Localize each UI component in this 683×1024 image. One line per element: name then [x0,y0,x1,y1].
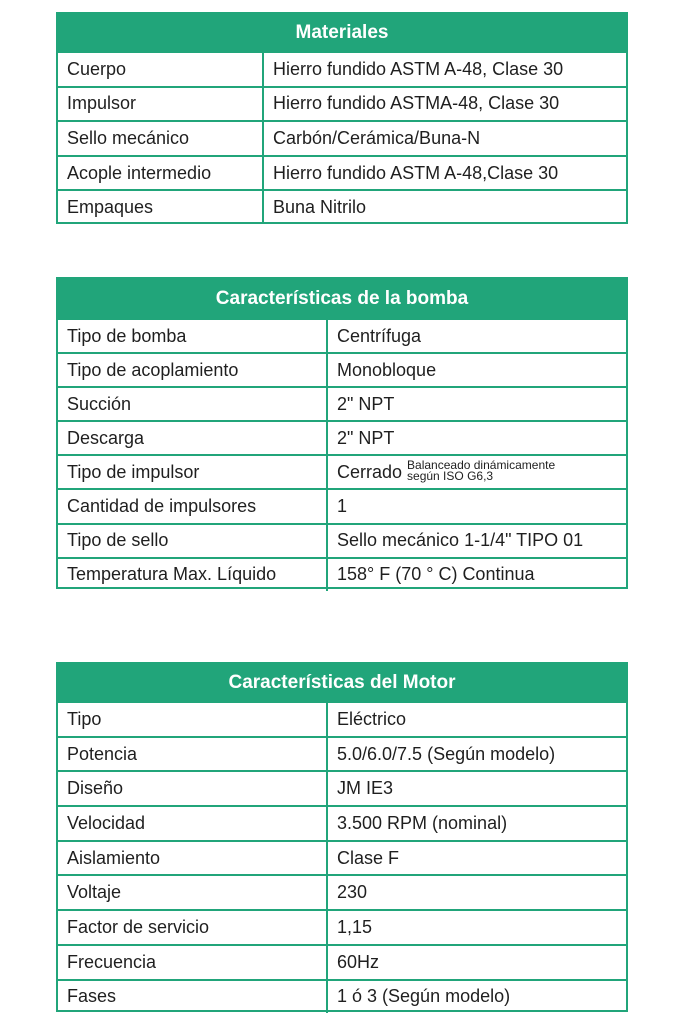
row-label: Frecuencia [58,946,328,979]
table-row [58,523,626,557]
impulsor-note [407,460,555,482]
row-label: Sello mecánico [58,122,264,155]
row-label: Acople intermedio [58,157,264,190]
row-value: JM IE3 [337,778,394,799]
table-row [58,51,626,86]
row-value: Sello mecánico 1-1/4" TIPO 01 [337,530,584,551]
table-row [58,805,626,840]
row-value: Centrífuga [337,325,422,346]
table-row [58,454,626,488]
table-row [58,909,626,944]
table-row [58,488,626,522]
table-row [58,120,626,155]
row-value: 60Hz [337,951,380,972]
row-label: Fases [58,981,328,1014]
row-value: 1 ó 3 (Según modelo) [337,986,511,1007]
row-value: 2" NPT [337,393,395,414]
row-value [328,456,626,488]
row-label: Impulsor [58,88,264,121]
row-value: Hierro fundido ASTM A-48, Clase 30 [273,58,564,79]
row-label: Temperatura Max. Líquido [58,559,328,591]
row-label: Tipo de acoplamiento [58,354,328,386]
table-row [58,86,626,121]
table-row [58,840,626,875]
impulsor-note-line1: Balanceado dinámicamente [407,458,556,473]
row-value: 5.0/6.0/7.5 (Según modelo) [337,743,556,764]
bomba-table [56,277,628,589]
row-label: Velocidad [58,807,328,840]
row-label: Tipo de bomba [58,320,328,352]
row-value: 230 [337,882,368,903]
row-value: 158° F (70 ° C) Continua [337,564,535,585]
materiales-title: Materiales [58,14,626,51]
row-value: Clase F [337,847,400,868]
row-label: Voltaje [58,876,328,909]
table-row [58,979,626,1014]
table-row [58,701,626,736]
table-row [58,155,626,190]
table-row [58,386,626,420]
materiales-table [56,12,628,224]
row-label: Tipo de impulsor [58,456,328,488]
row-label: Factor de servicio [58,911,328,944]
row-label: Cantidad de impulsores [58,490,328,522]
motor-title: Características del Motor [58,664,626,701]
row-label: Cuerpo [58,53,264,86]
table-row [58,874,626,909]
row-value: 1 [337,496,348,517]
row-value: 3.500 RPM (nominal) [337,812,508,833]
row-value: 2" NPT [337,427,395,448]
table-row [58,944,626,979]
row-value: Eléctrico [337,708,407,729]
row-label: Potencia [58,738,328,771]
motor-table [56,662,628,1012]
row-value: 1,15 [337,916,373,937]
bomba-title: Características de la bomba [58,279,626,318]
table-row [58,420,626,454]
row-label: Empaques [58,191,264,224]
table-row [58,352,626,386]
impulsor-type: Cerrado [337,461,403,482]
table-row [58,770,626,805]
row-label: Succión [58,388,328,420]
row-value: Monobloque [337,359,437,380]
row-label: Aislamiento [58,842,328,875]
row-label: Diseño [58,772,328,805]
table-row [58,736,626,771]
table-row [58,318,626,352]
row-label: Tipo de sello [58,525,328,557]
row-label: Descarga [58,422,328,454]
row-value: Buna Nitrilo [273,197,367,218]
row-value: Hierro fundido ASTM A-48,Clase 30 [273,162,559,183]
row-value: Carbón/Cerámica/Buna-N [273,127,481,148]
impulsor-note-line2: según ISO G6,3 [407,469,494,484]
table-row [58,557,626,591]
row-value: Hierro fundido ASTMA-48, Clase 30 [273,93,560,114]
table-row [58,189,626,224]
row-label: Tipo [58,703,328,736]
